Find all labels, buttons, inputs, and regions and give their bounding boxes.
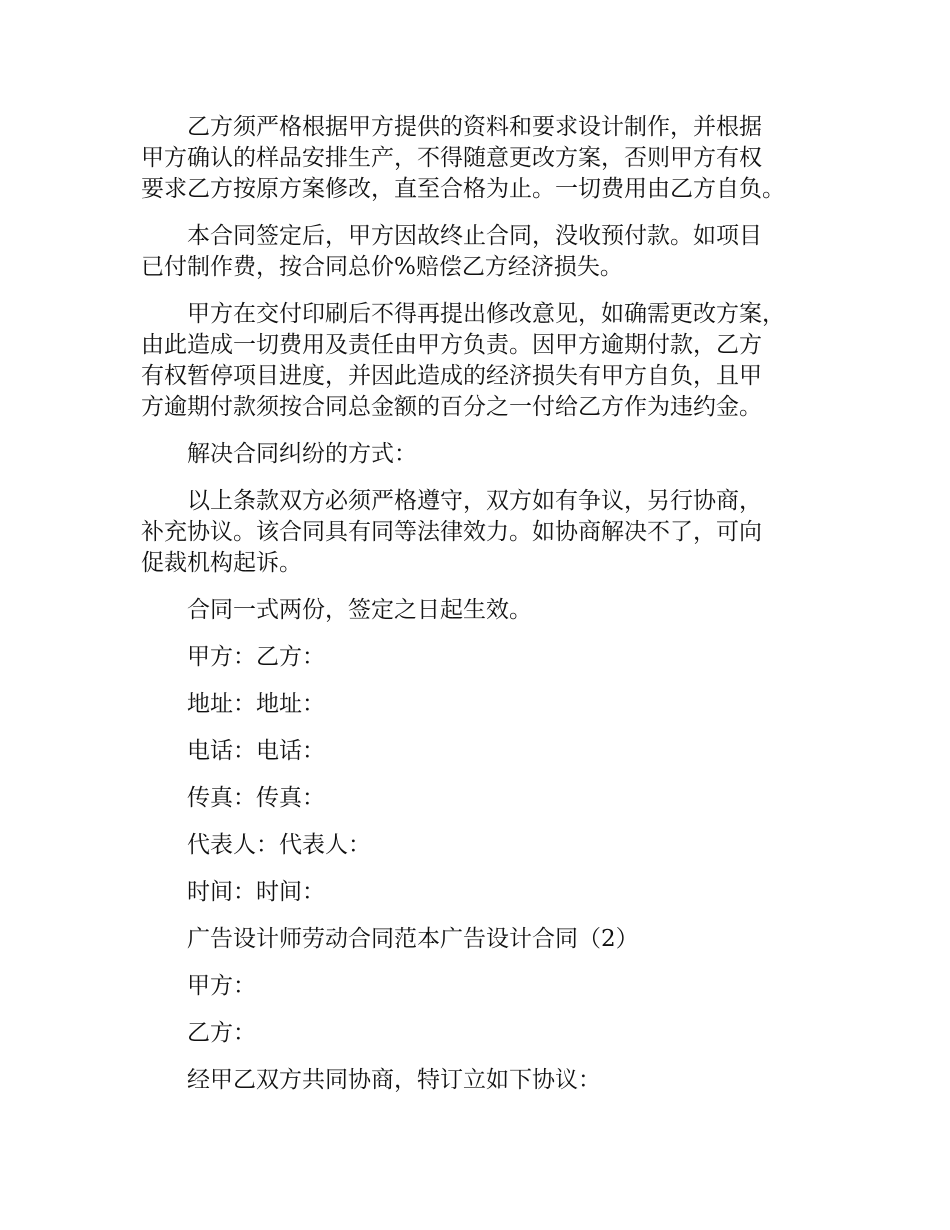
paragraph-line: 甲方确认的样品安排生产，不得随意更改方案，否则甲方有权 [141,145,762,171]
fax-line: 传真：传真： [187,785,325,811]
paragraph-line: 乙方须严格根据甲方提供的资料和要求设计制作，并根据 [187,114,762,140]
party-line: 甲方：乙方： [187,644,325,670]
paragraph-line: 已付制作费，按合同总价%赔偿乙方经济损失。 [141,254,623,280]
address-line: 地址：地址： [187,691,325,717]
paragraph-termination [141,221,816,283]
paragraph-line: 有权暂停项目进度，并因此造成的经济损失有甲方自负，且甲 [141,363,762,389]
paragraph-line: 以上条款双方必须严格遵守，双方如有争议，另行协商， [187,488,762,514]
paragraph-line: 本合同签定后，甲方因故终止合同，没收预付款。如项目 [187,223,762,249]
date-line: 时间：时间： [187,879,325,905]
paragraph-line: 由此造成一切费用及责任由甲方负责。因甲方逾期付款，乙方 [141,332,762,358]
paragraph-line: 补充协议。该合同具有同等法律效力。如协商解决不了，可向 [141,519,762,545]
paragraph-dispute-heading [141,439,816,470]
paragraph-line: 方逾期付款须按合同总金额的百分之一付给乙方作为违约金。 [141,394,762,420]
representative-line: 代表人：代表人： [187,832,371,858]
paragraph-dispute-resolution [141,486,816,579]
party-a-line: 甲方： [187,973,256,999]
paragraph-line: 促裁机构起诉。 [141,550,302,576]
document-body [141,112,816,1112]
paragraph-line: 甲方在交付印刷后不得再提出修改意见，如确需更改方案， [187,301,785,327]
agreement-intro-line: 经甲乙双方共同协商，特订立如下协议： [187,1067,601,1093]
party-b-line: 乙方： [187,1020,256,1046]
paragraph-line: 要求乙方按原方案修改，直至合格为止。一切费用由乙方自负。 [141,176,785,202]
section-title: 广告设计师劳动合同范本广告设计合同（2） [187,926,639,952]
phone-line: 电话：电话： [187,738,325,764]
contract-copies-line: 合同一式两份，签定之日起生效。 [187,597,532,623]
paragraph-line: 解决合同纠纷的方式： [187,441,417,467]
paragraph-modification-and-payment [141,299,816,423]
paragraph-design-requirements [141,112,816,205]
